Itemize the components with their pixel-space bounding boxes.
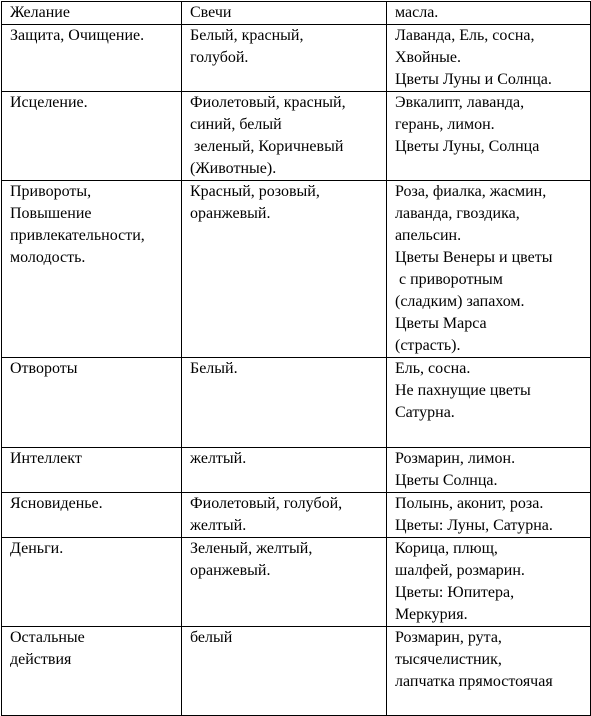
table-cell-wish: Остальные действия [2,627,182,716]
header-cell-candles: Свечи [182,2,387,25]
table-row [2,181,591,358]
table-cell-oils: Полынь, аконит, роза. Цветы: Луны, Сатурна. [387,493,591,538]
table-cell-wish: Защита, Очищение. [2,25,182,92]
table-cell-candles: Белый. [182,358,387,448]
table-row [2,25,591,92]
table-cell-oils: Ель, сосна. Не пахнущие цветы Сатурна. [387,358,591,448]
table-row [2,92,591,181]
table-cell-oils: Роза, фиалка, жасмин, лаванда, гвоздика, апельсин. Цветы Венеры и цветы с приворотным (сладким) запахом. Цветы Марса (страсть). [387,181,591,358]
table-header-row [2,2,591,25]
table-cell-oils: Розмарин, рута, тысячелистник, лапчатка прямостоячая [387,627,591,716]
table-cell-wish: Привороты, Повышение привлекательности, молодость. [2,181,182,358]
table-row [2,493,591,538]
table-cell-candles: Фиолетовый, голубой, желтый. [182,493,387,538]
table-row [2,448,591,493]
table-cell-wish: Деньги. [2,538,182,627]
table-cell-candles: желтый. [182,448,387,493]
table-row [2,538,591,627]
table-cell-oils: Лаванда, Ель, сосна, Хвойные. Цветы Луны и Солнца. [387,25,591,92]
table-cell-wish: Отвороты [2,358,182,448]
table-cell-candles: Фиолетовый, красный, синий, белый зеленый, Коричневый (Животные). [182,92,387,181]
table-cell-candles: белый [182,627,387,716]
header-cell-oils: масла. [387,2,591,25]
table-row [2,627,591,716]
table-cell-candles: Зеленый, желтый, оранжевый. [182,538,387,627]
table-row [2,358,591,448]
table-cell-wish: Интеллект [2,448,182,493]
table-cell-wish: Исцеление. [2,92,182,181]
magic-correspondence-table [1,1,591,716]
table-cell-oils: Корица, плющ, шалфей, розмарин. Цветы: Юпитера, Меркурия. [387,538,591,627]
table-cell-oils: Розмарин, лимон. Цветы Солнца. [387,448,591,493]
table-cell-wish: Ясновиденье. [2,493,182,538]
header-cell-wish: Желание [2,2,182,25]
table-cell-candles: Белый, красный, голубой. [182,25,387,92]
table-cell-oils: Эвкалипт, лаванда, герань, лимон. Цветы Луны, Солнца [387,92,591,181]
table-cell-candles: Красный, розовый, оранжевый. [182,181,387,358]
